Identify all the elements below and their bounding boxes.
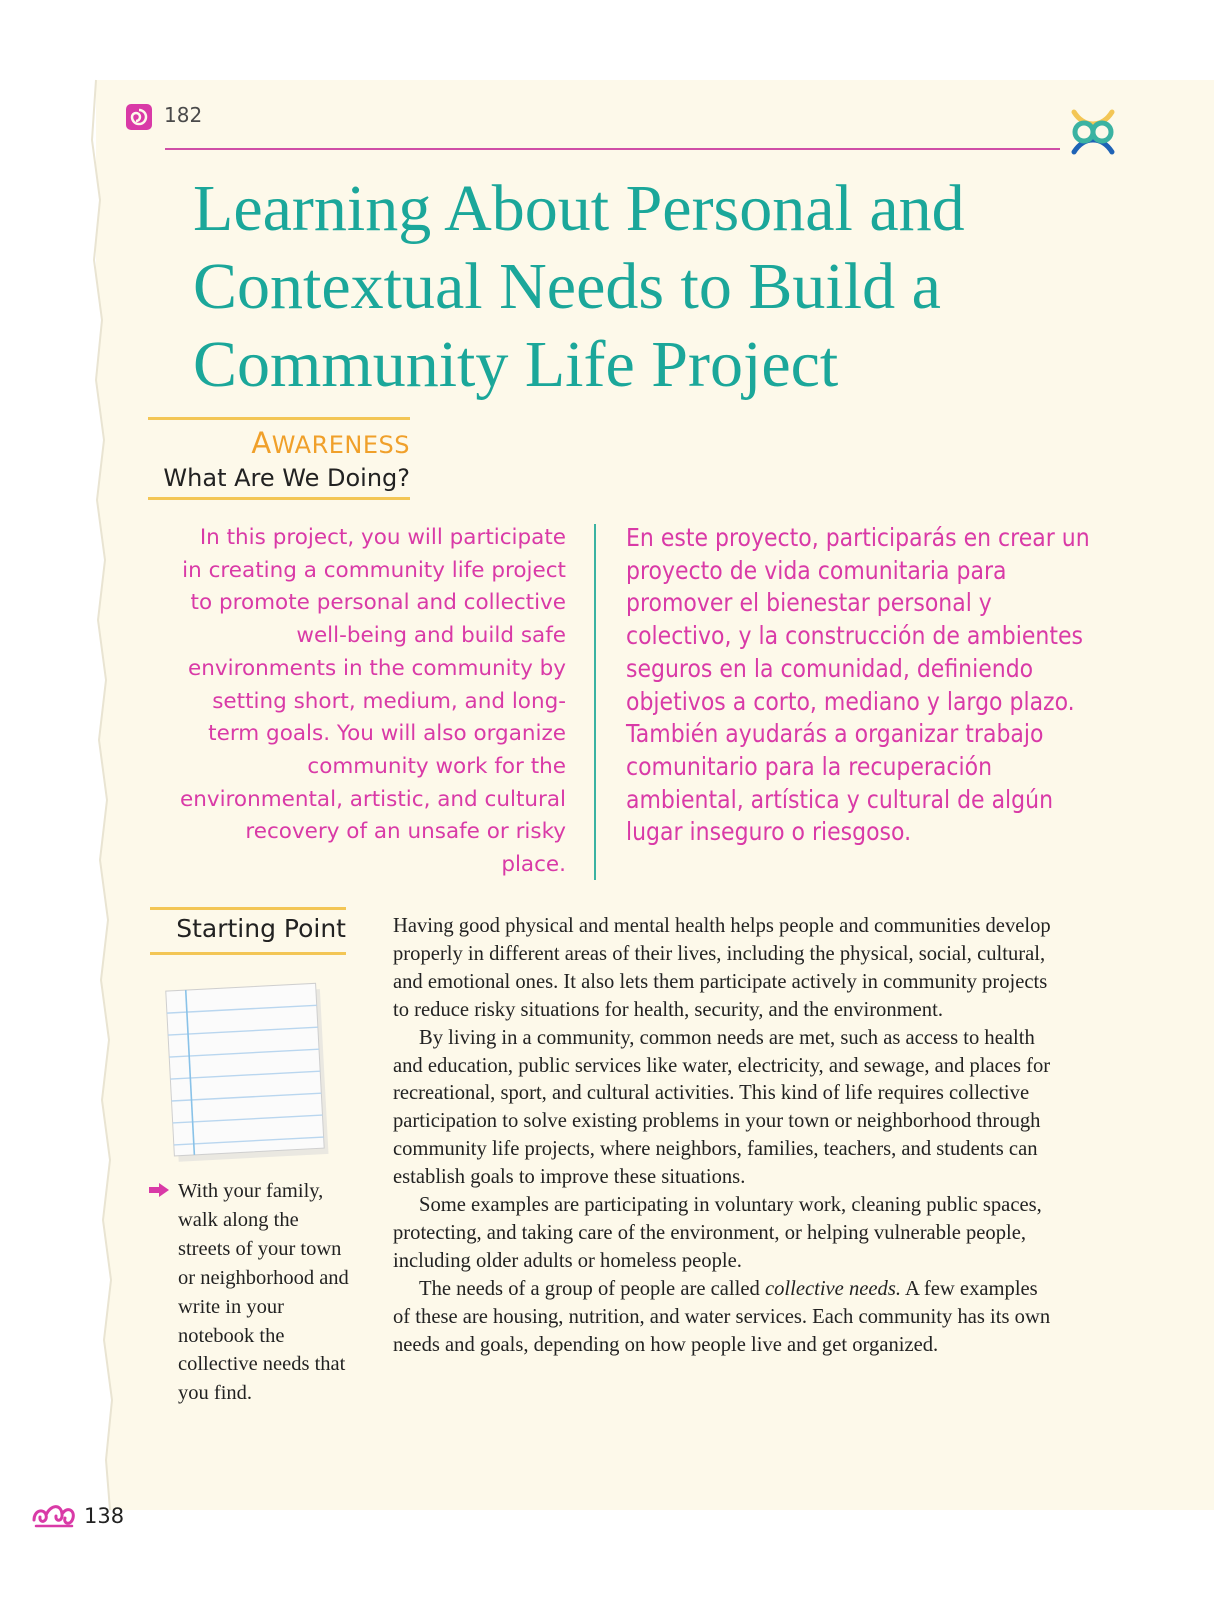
starting-point-title: Starting Point	[176, 914, 346, 943]
body-paragraph: Having good physical and mental health helps people and communities develop properly in different areas of their lives, including the physical, social, cultural, and emotional ones. It also lets them participate actively in community projects to reduce risky situations for health, security, and the environment.	[393, 915, 1051, 1021]
body-paragraph: By living in a community, common needs are met, such as access to health and education, public services like water, electricity, and sewage, and places for recreational, sport, and cultural activities. This kind of life requires collective participation to solve existing problems in your town or neighborhood through community life projects, where neighbors, families, teachers, and students can establish goals to improve these situations.	[393, 1026, 1051, 1189]
intro-spanish: En este proyecto, participarás en crear un proyecto de vida comunitaria para promover el bienestar personal y colectivo, y la construcción de ambientes seguros en la comunidad, definiendo objetivos a corto, mediano y largo plazo. También ayudarás a organizar trabajo comunitario para la recuperación ambiental, artística y cultural de algún lugar inseguro o riesgoso.	[626, 523, 1090, 847]
body-text-run: The needs of a group of people are called	[419, 1277, 765, 1300]
starting-point-activity: With your family, walk along the streets of your town or neighborhood and write in your notebook the collective needs that you find.	[178, 1180, 349, 1405]
page-title	[193, 170, 1053, 404]
section-rule-bottom	[148, 497, 410, 500]
section-category-initial: A	[251, 426, 272, 460]
section-rule-top	[148, 417, 410, 420]
body-paragraph	[393, 1276, 1053, 1360]
intro-english: In this project, you will participate in creating a community life project to promote personal and collective well-being and build safe environments in the community by setting short, medium, and long-term goals. You will also organize community work for the environmental, artistic, and cultural recovery of an unsafe or risky place.	[180, 525, 567, 878]
body-paragraph: Some examples are participating in voluntary work, cleaning public spaces, protecting, and taking care of the environment, or helping vulnerable people, including older adults or homeless people.	[393, 1194, 1042, 1272]
key-term: collective needs.	[764, 1277, 902, 1300]
torn-edge	[0, 0, 140, 1600]
page-number: 138	[84, 1504, 125, 1528]
body-text	[393, 913, 1053, 1360]
notepad-icon	[160, 975, 335, 1165]
title-line: Contextual Needs to Build a	[193, 250, 941, 323]
intertwined-logo-icon	[1068, 106, 1118, 158]
title-line: Learning About Personal and	[193, 172, 965, 245]
intro-divider	[594, 524, 596, 880]
spiral-glyph-icon	[124, 102, 154, 132]
body-text-run: A few examples of these are housing, nutrition, and water services. Each community has its own needs and goals, depending on how people live and get organized.	[393, 1277, 1051, 1356]
lesson-number: 182	[164, 103, 203, 127]
section-category	[150, 426, 410, 460]
arrow-right-icon	[148, 1182, 170, 1198]
section-question: What Are We Doing?	[163, 464, 410, 492]
starting-rule-bottom	[150, 952, 346, 955]
decorative-glyph-icon	[31, 1502, 77, 1530]
header-rule	[165, 148, 1060, 150]
title-line: Community Life Project	[193, 328, 839, 401]
section-category-rest: WARENESS	[271, 431, 410, 459]
starting-rule-top	[150, 907, 346, 910]
